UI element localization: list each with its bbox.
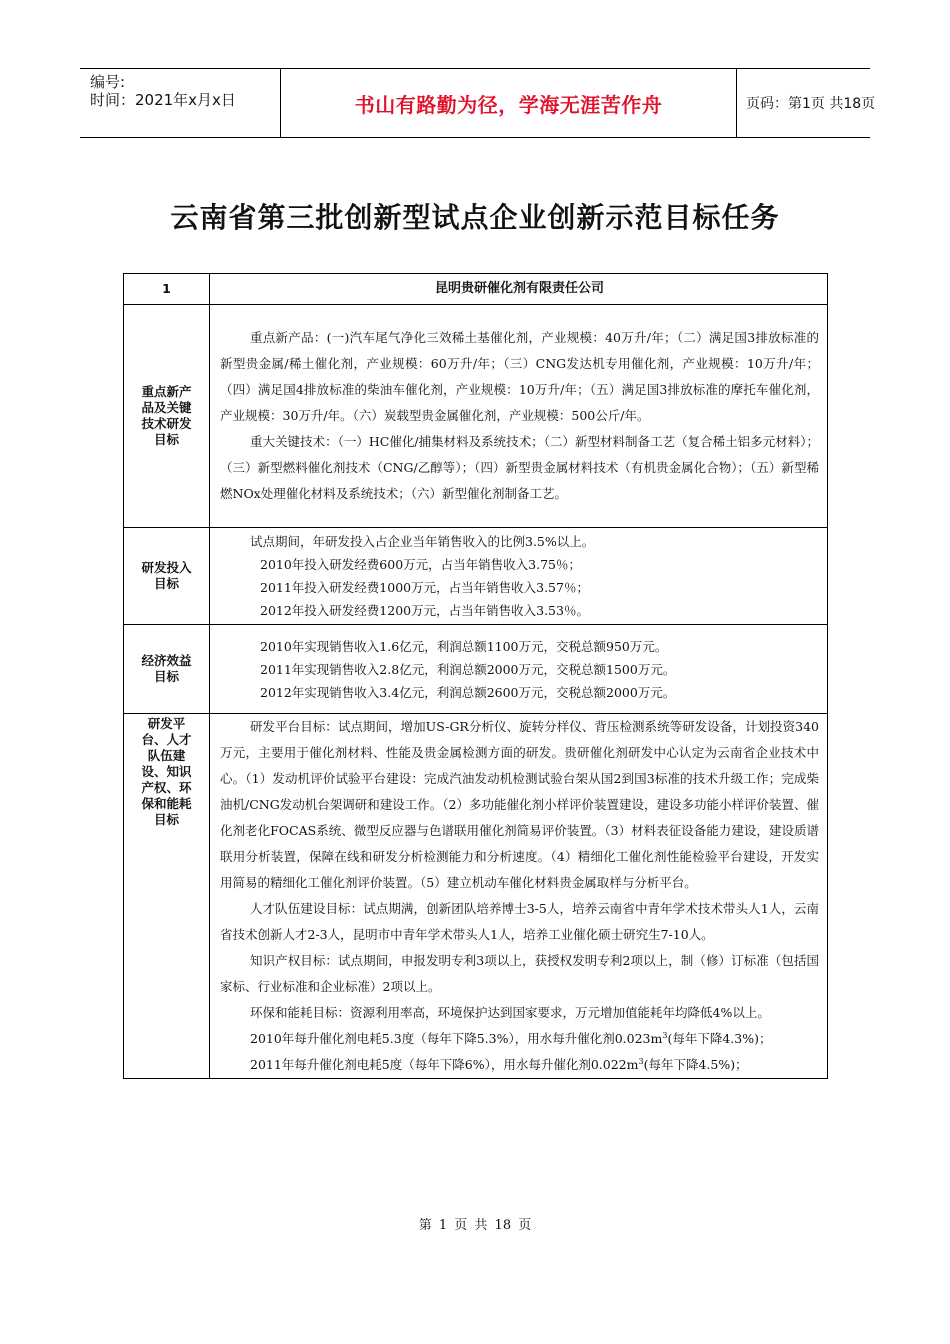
paragraph-key-technologies: 重大关键技术：（一）HC催化/捕集材料及系统技术；（二）新型材料制备工艺（复合稀土铝多元材料）；（三）新型燃料催化剂技术（CNG/乙醇等）；（四）新型贵金属材料技术（有机贵金属化合物）；（五）新型稀燃NOx处理催化材料及系统技术；（六）新型催化剂制备工艺。 [220, 434, 819, 501]
paragraph-2010-consumption: 2010年每升催化剂电耗5.3度（每年下降5.3%），用水每升催化剂$0.023m^3$(每年下降4.3%)； [250, 1030, 772, 1046]
paragraph-new-products: 重点新产品：(一)汽车尾气净化三效稀土基催化剂，产业规模：40万升/年；（二）满足国3排放标准的新型贵金属/稀土催化剂，产业规模：60万升/年；（三）CNG发达机专用催化剂，产业规模：10万升/年；（四）满足国4排放标准的柴油车催化剂，产业规模：10万升/年；（五）满足国3排放标准的摩托车催化剂，产业规模：30万升/年。（六）炭载型贵金属催化剂，产业规模：500公斤/年。 [220, 330, 819, 423]
label-text: 重点新产品及关键技术研发目标 [141, 384, 192, 447]
label-text: 研发平台、人才队伍建设、知识产权、环保和能耗目标 [141, 716, 192, 827]
table-row [124, 625, 828, 714]
row-label-platform [124, 714, 210, 1079]
paragraph-platform: 研发平台目标：试点期间，增加US-GR分析仪、旋转分样仪、背压检测系统等研发设备，计划投资340万元，主要用于催化剂材料、性能及贵金属检测方面的研发。贵研催化剂研发中心认定为云南省企业技术中心。（1）发动机评价试验平台建设：完成汽油发动机检测试验台架从国2到国3标准的技术升级工作；完成柴油机/CNG发动机台架调研和建设工作。（2）多功能催化剂小样评价装置建设，建设多功能小样评价装置、催化剂老化FOCAS系统、微型反应器与色谱联用催化剂简易评价装置。（3）材料表征设备能力建设，建设质谱联用分析装置，保障在线和研发分析检测能力和分析速度。（4）精细化工催化剂性能检验平台建设，开发实用简易的精细化工催化剂评价装置。（5）建立机动车催化材料贵金属取样与分析平台。 [220, 719, 819, 890]
table-row [124, 714, 828, 1079]
row-index: 1 [124, 274, 210, 305]
table-row [124, 528, 828, 625]
cubic-superscript: 3 [662, 1030, 668, 1040]
label-text: 研发投入目标 [141, 560, 192, 591]
paragraph-line: 2012年实现销售收入3.4亿元，利润总额2600万元，交税总额2000万元。 [260, 684, 676, 700]
paragraph-line: 2011年投入研发经费1000万元，占当年销售收入3.57％； [260, 580, 589, 595]
page-footer: 第 1 页 共 18 页 [418, 1218, 532, 1233]
paragraph-talent: 人才队伍建设目标：试点期满，创新团队培养博士3-5人，培养云南省中青年学术技术带头人1人，云南省技术创新人才2-3人，昆明市中青年学术带头人1人，培养工业催化硕士研究生7-10人。 [220, 901, 819, 942]
paragraph-environment: 环保和能耗目标：资源利用率高，环境保护达到国家要求，万元增加值能耗年均降低4%以上。 [250, 1005, 770, 1020]
row-content-rd-investment [210, 528, 828, 625]
header-motto: 书山有路勤为径，学海无涯苦作舟 [354, 92, 663, 117]
table-header-row [124, 274, 828, 305]
paragraph-line: 2012年投入研发经费1200万元，占当年销售收入3.53％。 [260, 603, 589, 618]
label-text: 经济效益目标 [141, 653, 192, 684]
row-content-economic [210, 625, 828, 714]
row-content-platform [210, 714, 828, 1079]
header-page-cell [736, 69, 876, 137]
paragraph-line: 2011年实现销售收入2.8亿元，利润总额2000万元，交税总额1500万元。 [260, 661, 676, 677]
document-number-label: 编号: [90, 73, 126, 91]
target-task-table [123, 273, 828, 1079]
row-label-rd-investment [124, 528, 210, 625]
header-page-info: 页码：第1页 共18页 [746, 96, 876, 112]
header-meta-cell [80, 69, 280, 137]
row-label-economic [124, 625, 210, 714]
header-motto-cell [280, 69, 737, 137]
cubic-superscript: 3 [638, 1056, 644, 1066]
paragraph-ip: 知识产权目标：试点期间，申报发明专利3项以上，获授权发明专利2项以上，制（修）订标准（包括国家标、行业标准和企业标准）2项以上。 [220, 953, 819, 994]
running-header [80, 68, 876, 138]
page-title: 云南省第三批创新型试点企业创新示范目标任务 [170, 201, 780, 234]
row-content-products [210, 305, 828, 528]
paragraph-line: 2010年实现销售收入1.6亿元，利润总额1100万元，交税总额950万元。 [260, 638, 668, 654]
paragraph-line: 2010年投入研发经费600万元，占当年销售收入3.75％； [260, 557, 582, 572]
company-name: 昆明贵研催化剂有限责任公司 [210, 274, 828, 305]
paragraph-2011-consumption: 2011年每升催化剂电耗5度（每年下降6%），用水每升催化剂$0.022m^3$(每年下降4.5%)； [250, 1056, 748, 1072]
document-date: 时间：2021年x月x日 [90, 91, 236, 109]
table-row [124, 305, 828, 528]
paragraph-line: 试点期间，年研发投入占企业当年销售收入的比例3.5%以上。 [250, 534, 595, 549]
row-label-products [124, 305, 210, 528]
